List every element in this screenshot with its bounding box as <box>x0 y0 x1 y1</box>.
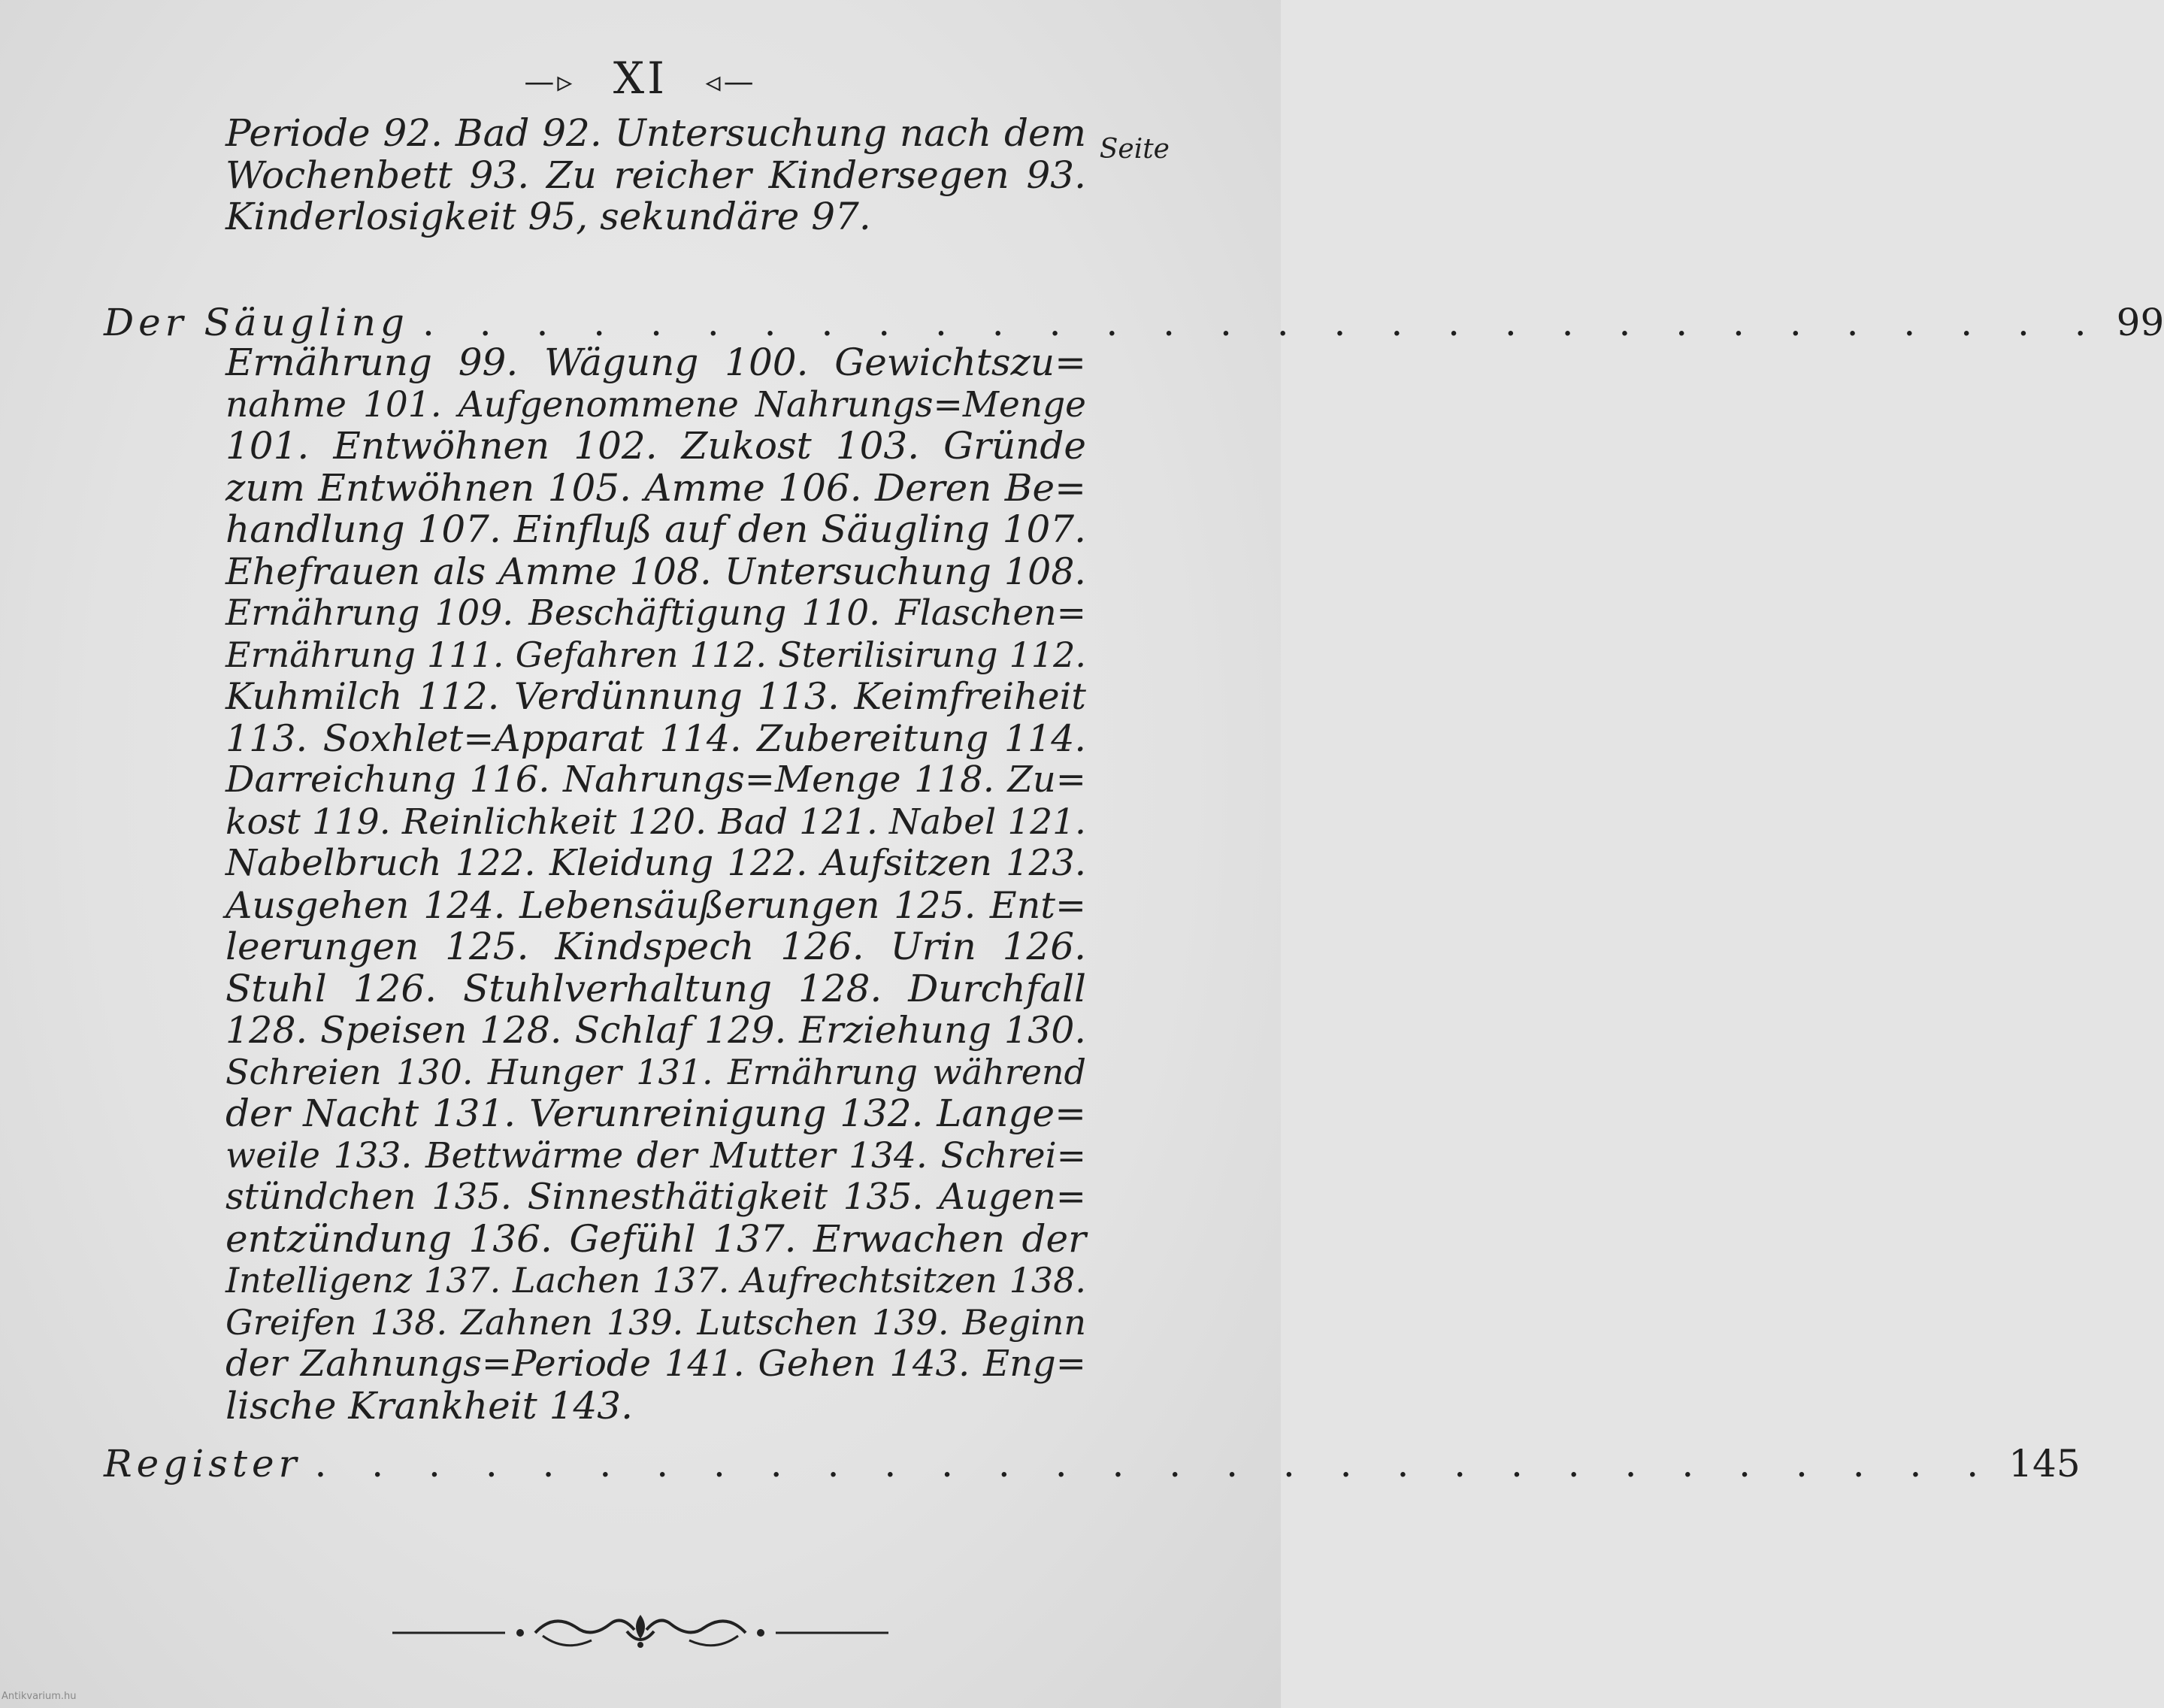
toc-line: Ausgehen 124. Lebensäußerungen 125. Ent= <box>225 883 1086 927</box>
header-right-ornament: ◃— <box>705 64 757 99</box>
toc-line: 113. Soxhlet=Apparat 114. Zubereitung 114. <box>225 716 1086 760</box>
toc-line: Greifen 138. Zahnen 139. Lutschen 139. Beginn <box>225 1301 1086 1343</box>
tailpiece-ornament-icon <box>0 1609 1281 1657</box>
toc-entry-title: Der Säugling <box>104 301 409 344</box>
dot-leader: . . . . . . . . . . . . . . . . . . . . . . . . . . . . . . <box>314 1442 1996 1485</box>
toc-line: der Zahnungs=Periode 141. Gehen 143. Eng= <box>225 1343 1086 1385</box>
toc-line: stündchen 135. Sinnesthätigkeit 135. Augen= <box>225 1176 1086 1218</box>
dot-leader: . . . . . . . . . . . . . . . . . . . . . . . . . . . . . . <box>422 301 2103 344</box>
toc-line: Nabelbruch 122. Kleidung 122. Aufsitzen 123. <box>225 842 1086 884</box>
toc-line: 101. Entwöhnen 102. Zukost 103. Gründe <box>225 424 1086 468</box>
column-label-seite: Seite <box>1099 134 1170 165</box>
toc-line: der Nacht 131. Verunreinigung 132. Lange= <box>225 1092 1086 1135</box>
toc-line: Kuhmilch 112. Verdünnung 113. Keimfreiheit <box>225 675 1086 718</box>
toc-line: Intelligenz 137. Lachen 137. Aufrechtsitzen 138. <box>225 1260 1086 1301</box>
toc-line: 128. Speisen 128. Schlaf 129. Erziehung 130. <box>225 1009 1086 1052</box>
toc-line: lische Krankheit 143. <box>225 1383 633 1428</box>
toc-subtopics-block-2 <box>225 342 1086 1427</box>
header-left-ornament: —▹ <box>524 64 576 99</box>
toc-line: weile 133. Bettwärme der Mutter 134. Schrei= <box>225 1134 1086 1177</box>
toc-entry-title: Register <box>104 1442 301 1485</box>
watermark: Antikvarium.hu <box>2 1691 77 1702</box>
toc-line: Ernährung 111. Gefahren 112. Sterilisirung 112. <box>225 634 1086 675</box>
toc-line: zum Entwöhnen 105. Amme 106. Deren Be= <box>225 465 1086 510</box>
toc-line: Ehefrauen als Amme 108. Untersuchung 108. <box>225 550 1086 593</box>
toc-entry-register <box>104 1442 2081 1485</box>
toc-line: Kinderlosigkeit 95, sekundäre 97. <box>225 195 871 238</box>
toc-line: Periode 92. Bad 92. Untersuchung nach dem <box>225 111 1086 155</box>
toc-line: Schreien 130. Hunger 131. Ernährung während <box>225 1051 1086 1092</box>
toc-line: Ernährung 99. Wägung 100. Gewichtszu= <box>225 341 1086 384</box>
toc-line: entzündung 136. Gefühl 137. Erwachen der <box>225 1216 1086 1261</box>
page-header <box>0 53 1281 104</box>
toc-line: Ernährung 109. Beschäftigung 110. Flaschen= <box>225 592 1086 634</box>
page-number-roman: XI <box>613 53 668 104</box>
toc-line: Darreichung 116. Nahrungs=Menge 118. Zu= <box>225 759 1086 801</box>
toc-line: nahme 101. Aufgenommene Nahrungs=Menge <box>225 383 1086 425</box>
toc-line: kost 119. Reinlichkeit 120. Bad 121. Nabel 121. <box>225 801 1086 843</box>
toc-entry-page: 145 <box>2008 1442 2081 1485</box>
toc-line: handlung 107. Einfluß auf den Säugling 107. <box>225 507 1086 551</box>
toc-line: Wochenbett 93. Zu reicher Kindersegen 93. <box>225 153 1086 197</box>
toc-line: leerungen 125. Kindspech 126. Urin 126. <box>225 925 1086 968</box>
toc-line: Stuhl 126. Stuhlverhaltung 128. Durchfall <box>225 966 1086 1010</box>
toc-entry-saeugling <box>104 301 2164 344</box>
toc-entry-page: 99 <box>2116 301 2164 344</box>
toc-subtopics-block-1 <box>225 113 1086 238</box>
